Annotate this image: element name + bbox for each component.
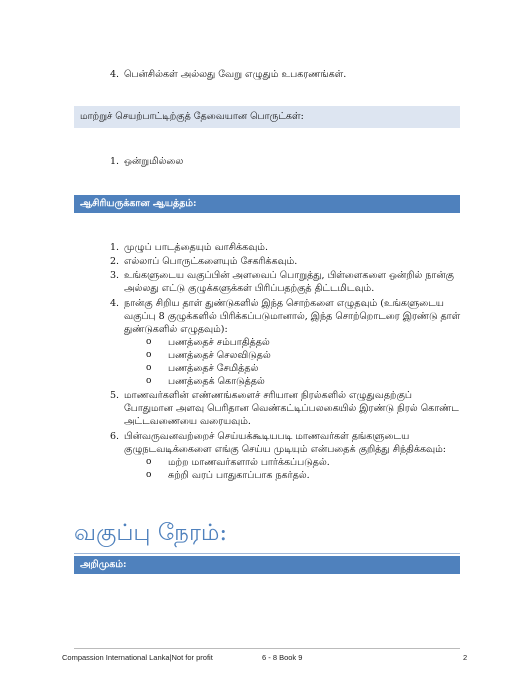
bullet-icon: o (146, 350, 152, 360)
prep-item-number: 1. (110, 242, 120, 253)
bullet-icon: o (146, 363, 152, 373)
prep-item-line: குழுநடவடிக்கைளை எங்கு செய்ய முடியும் என்பதைக் குறித்து சிந்திக்கவும்: (124, 444, 446, 455)
bullet-icon: o (146, 337, 152, 347)
teacher-prep-section-title: ஆசிரியருக்கான ஆயத்தம்: (74, 195, 460, 213)
footer-page-number: 2 (463, 653, 468, 662)
prep-subitem: மற்ற மாணவர்களால் பார்க்கப்படுதல். (168, 457, 330, 468)
prep-subitem: சுற்றி வரப் பாதுகாப்பாக நகர்தல். (168, 470, 310, 481)
prep-subitem: பணத்தைச் சேமித்தல் (168, 363, 259, 374)
prep-item-line: முழுப் பாடத்தையும் வாசிக்கவும். (124, 242, 268, 253)
class-time-heading: வகுப்பு நேரம்: (74, 520, 228, 546)
prep-item-number: 4. (110, 298, 120, 309)
prep-subitem: பணத்தைச் சம்பாதித்தல் (168, 337, 270, 348)
bullet-icon: o (146, 457, 152, 467)
heading-rule (74, 553, 460, 554)
bullet-icon: o (146, 470, 152, 480)
prep-subitem: பணத்தைக் கொடுத்தல் (168, 376, 265, 387)
prep-item-line: வகுப்பு 8 குழுக்களில் பிரிக்கப்படுமானால், இந்த சொற்றொடரை இரண்டு தாள் (124, 311, 461, 322)
prep-item-line: அட்டவணையை வரையவும். (124, 416, 251, 427)
materials-section-title: மாற்றுச் செயற்பாட்டிற்குத் தேவையான பொருட்கள்: (74, 106, 460, 128)
prep-item-line: பின்வருவனவற்றைச் செய்யக்கூடியபடி மாணவர்கள் தங்களுடைய (124, 431, 410, 442)
prep-item-line: எல்லாப் பொருட்களையும் சேகரிக்கவும். (124, 256, 298, 267)
intro-section-bar: அறிமுகம்: (74, 556, 460, 574)
prep-item-line: மாணவர்களின் எண்ணங்களைச் சரியான நிரல்களில் எழுதுவதற்குப் (124, 390, 412, 401)
materials-item-text: ஒன்றுமில்லை (124, 156, 184, 167)
footer-organization: Compassion International Lanka|Not for profit (62, 653, 213, 662)
prep-item-line: நான்கு சிறிய தாள் துண்டுகளில் இந்த சொற்களை எழுதவும் (உங்களுடைய (124, 298, 444, 309)
footer-book: 6 - 8 Book 9 (262, 653, 303, 662)
prep-subitem: பணத்தைச் செலவிடுதல் (168, 350, 271, 361)
prep-item-line: உங்களுடைய வகுப்பின் அளவைப் பொறுத்து, பிள்ளைகளை ஒன்றில் நான்கு (124, 270, 454, 281)
footer-rule (74, 648, 460, 649)
intro-item-text: பென்சில்கள் அல்லது வேறு எழுதும் உபகரணங்கள். (124, 69, 347, 80)
prep-item-line: துண்டுகளில் எழுதவும்): (124, 324, 228, 335)
bullet-icon: o (146, 376, 152, 386)
prep-item-number: 2. (110, 256, 120, 267)
materials-item-number: 1. (110, 156, 120, 167)
prep-item-line: போதுமான அளவு பெரிதான வெண்கட்டிப்பலகையில் இரண்டு நிரல் கொண்ட (124, 403, 459, 414)
prep-item-number: 5. (110, 390, 120, 401)
prep-item-number: 6. (110, 431, 120, 442)
prep-item-line: அல்லது எட்டு குழுக்களுக்கள் பிரிப்பதற்குத் திட்டமிடவும். (124, 283, 375, 294)
prep-item-number: 3. (110, 270, 120, 281)
intro-item-number: 4. (110, 69, 120, 80)
